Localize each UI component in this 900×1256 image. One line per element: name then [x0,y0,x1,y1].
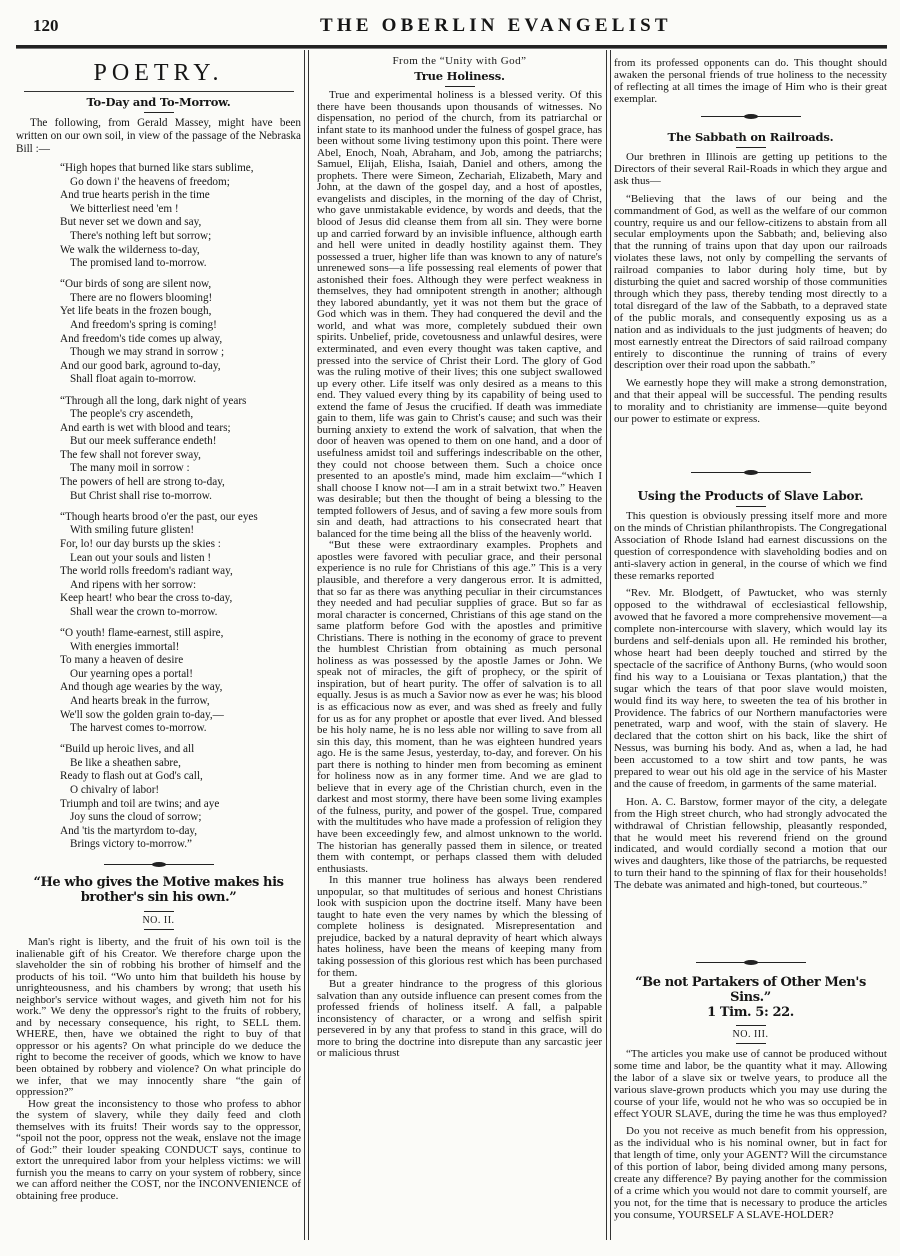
poem-line: Keep heart! who bear the cross to-day, [60,592,233,605]
paragraph: We earnestly hope they will make a strong demonstration, and that their appeal will be successful. The pending results to morality and to christianity are immense—quite beyond our power to estimate or express. [614,377,887,426]
slave-labor-article [614,472,887,898]
poem-stanza [16,395,301,504]
column-rule [304,50,309,1240]
poem-line: Ready to flash out at God's call, [60,770,203,783]
paragraph: from its professed opponents can do. This thought should awaken the personal friends of true holiness to the necessity of reflecting at all times the image of Him who is their great exemplar. [614,57,887,105]
section-title: POETRY. [93,60,224,86]
poem-line: There are no flowers blooming! [70,291,213,304]
poem-line: To many a heaven of desire [60,654,184,667]
poem-line: O chivalry of labor! [70,784,160,797]
poem-stanza [16,743,301,852]
divider [736,147,766,148]
poem-line: And freedom's spring is coming! [70,319,217,332]
article-title: “Be not Partakers of Other Men's Sins.” [635,975,866,1005]
column-rule [606,50,611,1240]
poem-stanza [16,162,301,271]
divider [144,911,174,912]
masthead-rule [16,45,887,49]
poem-line: Yet life beats in the frozen bough, [60,305,212,318]
paragraph: “Believing that the laws of our being and the commandment of God, as well as the welfare of our common country, require us and our fellow-citizens to abstain from all secular employments upon the Sabbath; and, believing also that the running of trains upon that day upon our railroads violates these laws, not only by compelling the servants of railroad companies to labor during holy time, but by disturbing the quiet and sacred worship of those communities through which they pass, thereby tending most directly to a total disregard of the law of the Sabbath, to a depraved state of the public morals, and consequently exposing us as a nation and as individuals to the just judgments of heaven; do most earnestly entreat the Directors of said railroad company entirely to discontinue the running of trains of every description over their road upon the sabbath.” [614,192,887,372]
poem-line: And our good bark, aground to-day, [60,359,221,372]
paragraph: True and experimental holiness is a blessed verity. Of this there have been thousands upon thousands of witnesses. No dispensation, no period of the church, from its patriarchal or infant state to its manhood under the fulness of gospel grace, has been without some living testimony upon this point. There were Abel, Enoch, Noah, Abraham, and Job, among the patriarchs; Samuel, Elijah, Elisha, Isaiah, Daniel and others, among the prophets. There were Simeon, Zechariah, Elizabeth, Mary and John, at the dawn of the gospel day, and a host of apostles, evangelists and disciples, in the morning of the day of Christ, who gave unmistakable evidence, by words and deeds, that the blood of Jesus did cleanse them from all sin. They were borne up and carried forward by an invisible influence, although earth and hell were united in deadly hostility against them. They possessed a truer, higher life than was known to any of nature's unrenewed sons—a life possessing real elements of power that astonished their foes. Although they were perfect weakness in themselves, they had omnipotent strength in another; although they labored abundantly, yet it was not them but the grace of God which was in them. They had conquered the devil and the world, and what was more, completely subdued their own spirits. Unbelief, pride, covetousness and unlawful desires, were exterminated, and even every thought was taken captive, and pressed into the service of Christ their Lord. The glory of God was the ruling motive of their lives; this one subject swallowed up every other. Life itself was only desired as a means to this end. They valued every thing by its capability of being used to extend the fame of Jesus the crucified. If death was immediate gain to them, life was gain to Christ's cause; and such was their burning anxiety to extend the work of salvation, that when the door of heaven was opened to them on one hand, and a door of usefulness amidst toil and sufferings indescribable on the other, they could not choose between them. Such a choice once presented to an apostle's mind, made him exclaim—“which I shall choose I know not—I am in a strait betwixt two.” Heaven was desirable; but then the thought of being a blessing to the tempted followers of Jesus, and of saving a few more souls from sin and death, had attractions to his consecrated heart that balanced for the time being all the bliss of the heavenly world. [317,89,602,540]
ornamental-separator [696,962,806,963]
poem-line: The people's cry ascendeth, [70,408,194,421]
divider [736,506,766,507]
poetry-section [16,60,301,860]
poem-line: Go down i' the heavens of freedom; [70,175,230,188]
poem-line: We'll sow the golden grain to-day,— [60,708,224,721]
poem-line: Our yearning opes a portal! [70,667,194,680]
poem-line: The harvest comes to-morrow. [70,722,207,735]
paragraph: Man's right is liberty, and the fruit of his own toil is the inalienable gift of his Creator. We therefore charge upon the slaveholder the sin of robbing his brother of himself and the products of his toil. “Wo unto him that buildeth his house by unrighteousness, and his chambers by wrong; that useth his neighbor's service without wages, and giveth him not for his work.” We deny the oppressor's right to the fruits of robbery, and by necessary consequence, his right, to SELL them. WHERE, then, have we obtained the right to buy of that oppressor or his agents? On what principle do we deduce the right to become the receiver of goods, which we know to have been obtained by robbery and violence? On what principle do we infer, that we may innocently share “the gain of oppression?” [16,936,301,1099]
article-body [614,1049,887,1222]
article-body [16,937,301,1203]
article-number: NO. III. [732,1029,769,1040]
poem-line: And 'tis the martyrdom to-day, [60,824,198,837]
page-number: 120 [33,16,59,35]
poem-line: But Christ shall rise to-morrow. [70,489,212,502]
article-body [614,152,887,426]
poem-line: “Build up heroic lives, and all [60,743,195,756]
poem-line: There's nothing left but sorrow; [70,229,212,242]
poem-line: “Through all the long, dark night of years [60,394,247,407]
poem [16,162,301,852]
poem-line: And earth is wet with blood and tears; [60,421,231,434]
article-body [614,511,887,892]
poem-line: Be like a sheathen sabre, [70,756,181,769]
poem-line: The many moil in sorrow : [70,462,190,475]
poem-line: And freedom's tide comes up alway, [60,332,223,345]
divider [736,1043,766,1044]
poem-line: “Our birds of song are silent now, [60,278,212,291]
poem-line: “Though hearts brood o'er the past, our eyes [60,510,258,523]
poem-line: The powers of hell are strong to-day, [60,476,225,489]
paragraph: But a greater hindrance to the progress of this glorious salvation than any outside influence can present comes from the professed friends of holiness itself. A fall, a palpable inconsistency of character, or a wrong and selfish spirit persevered in by any that profess to stand in this grace, will do more to bring the doctrine into disrepute than any sarcastic jeer or malicious thrust [317,978,602,1060]
poem-line: The world rolls freedom's radiant way, [60,565,233,578]
divider [144,112,174,113]
true-holiness-article [317,55,602,1060]
poem-title: To-Day and To-Morrow. [86,95,231,109]
article-title: “He who gives the Motive makes his brother's sin his own.” [33,875,284,905]
poem-intro: The following, from Gerald Massey, might have been written on our own soil, in view of the passage of the Nebraska Bill :— [16,117,301,155]
column-1 [16,52,301,1247]
poem-stanza [16,278,301,387]
poem-line: Joy suns the cloud of sorrow; [70,811,202,824]
poem-line: With smiling future glisten! [70,524,195,537]
poem-line: Though we may strand in sorrow ; [70,346,225,359]
article-title: The Sabbath on Railroads. [667,130,834,144]
paragraph: In this manner true holiness has always been rendered unpopular, so that multitudes of serious and honest Christians look with suspicion upon the doctrine itself. Many have been taught to hate even the very names by which the blessing of complete holiness is designated. Misrepresentation and prejudice, backed by a natural depravity of heart which always hates holiness, have been the means of keeping many from taking possession of this glorious rest which has been purchased for them. [317,874,602,979]
scripture-reference: 1 Tim. 5: 22. [707,1005,794,1020]
article-title: Using the Products of Slave Labor. [637,489,864,503]
poem-line: The few shall not forever sway, [60,448,201,461]
poem-line: For, lo! our day bursts up the skies : [60,537,221,550]
divider [24,91,294,92]
paragraph: Our brethren in Illinois are getting up petitions to the Directors of their several Rail-Roads in which they argue and ask thus— [614,151,887,187]
ornamental-separator [691,472,811,473]
poem-line: Brings victory to-morrow.” [70,838,193,851]
article-number: NO. II. [142,915,175,926]
poem-line: But our meek sufferance endeth! [70,435,217,448]
poem-line: Shall wear the crown to-morrow. [70,605,218,618]
paragraph: “But these were extraordinary examples. Prophets and apostles were favored with peculiar grace, and their personal experience is no rule for Christians of this age.” This is a very plausible, and therefore a very dangerous error. It is admitted, that so far as there was anything peculiar in their circumstances they needed and had peculiar supplies of grace. But so far as moral character is concerned, Christians of this age stand on the same platform before God with the apostles and primitive Christians. There is nothing in the economy of grace to prevent the humblest Christian from obtaining as much personal holiness as was possessed by the apostle James or John. We speak not of miracles, the gift of prophecy, or the spirit of inspiration, but of heart purity. The offer of salvation is to all equally. Jesus is as much a Savior now as ever he was; his blood is as efficacious now as ever, and was shed as freely and fully for us as for any prophet or apostle that ever lived. And blessed be his holy name, he is no less able nor willing to save from all sin this day, this moment, than he was eighteen hundred years ago. He is the same Jesus, yesterday, to-day, and forever. On his part there is nothing to hinder men from becoming as eminent for holiness now as in any former time. And we are glad to believe that in every age of the Christian church, even in the darkest and most stormy, there have been some living examples of the fulness, purity, and power of the gospel. True, compared with the multitudes who have made a profession of religion they have been exceedingly few, and almost unknown to the world. The historian has generally passed them in silence, or treated them with contempt, or perhaps classed them with deluded enthusiasts. [317,539,602,875]
paragraph: This question is obviously pressing itself more and more on the minds of Christian philanthropists. The Congregational Association of Rhode Island had earnest discussions on the question of correspondence with slaveholding bodies and on anti-slavery action in general, in the course of which we find these remarks reported [614,510,887,582]
paragraph: “Rev. Mr. Blodgett, of Pawtucket, who was sternly opposed to the withdrawal of ecclesiastical fellowship, avowed that he favored a more comprehensive movement—a complete non-intercourse with slavery, which would lay its burdens and self-denials upon all. He reminded his brother, whose heart had been deeply touched and stirred by the spectacle of the sacrifice of Anthony Burns, (who would soon find his way to a Louisiana or Texas plantation,) that the sugar which the tears of that poor slave would moisten, would find its way here, to sweeten the tea of his brother in Providence. The fabrics of our Northern manufactories were penetrated, warp and woof, with the stain of slavery. He declared that the cotton shirt on his back, like the shirt of Nessus, was burning his body. And as, when a lad, he had been accustomed to a tow shirt and tow pants, he was prepared to wear out his old age in the service of his Master and the cause of freedom, in garments of the same material. [614,587,887,790]
newspaper-masthead: THE OBERLIN EVANGELIST [320,15,672,36]
paragraph: “The articles you make use of cannot be produced without some time and labor, be the quantity what it may. Allowing the labor of a slave six or twelve years, to produce all the various slave-grown products which you may use during the course of your life, would not he who was so occupied be in effect YOUR SLAVE, during the time he was thus employed? [614,1048,887,1120]
poem-line: But never set we down and say, [60,216,202,229]
poem-line: We bitterliest need 'em ! [70,202,179,215]
holiness-continuation [614,58,887,112]
divider [445,86,475,87]
divider [144,929,174,930]
poem-stanza [16,511,301,620]
paragraph: Hon. A. C. Barstow, former mayor of the city, a delegate from the High street church, who had strongly advocated the withdrawal of Christian fellowship, pleasantly responded, that he would meet his reverend friend on the ground indicated, and would cordially second a motion that our wives and daughters, like those of the patriarchs, be requested to turn their hand to the spinning of flax for their households! The debate was animated and high-toned, but courteous.” [614,795,887,892]
poem-line: Lean out your souls and listen ! [70,551,212,564]
poem-line: “High hopes that burned like stars sublime, [60,162,254,174]
poem-line: And true hearts perish in the time [60,189,210,202]
poem-line: The promised land to-morrow. [70,257,207,270]
ornamental-separator [104,864,214,865]
poem-line: Shall float again to-morrow. [70,373,197,386]
paragraph: How great the inconsistency to those who profess to abhor the system of slavery, while they daily feed and cloth themselves with its fruits! Their words say to the oppressor, “spoil not the poor, oppress not the weak, enslave not the image of God:” their louder speaking CONDUCT says, continue to extort the unrequired labor from your helpless victims: we will furnish you the means to carry on your system of robbery, since we can afford neither the COST, nor the INCONVENIENCE of obtaining free produce. [16,1097,301,1203]
column-2 [317,52,602,1237]
sabbath-article [614,116,887,432]
poem-line: And hearts break in the furrow, [70,694,210,707]
partakers-article [614,962,887,1228]
ornamental-separator [701,116,801,117]
poem-line: We walk the wilderness to-day, [60,243,200,256]
article-title: True Holiness. [414,69,505,83]
column-3 [614,52,887,1237]
motive-article [16,864,301,1203]
poem-line: Triumph and toil are twins; and aye [60,797,220,810]
poem-line: And ripens with her sorrow: [70,578,197,591]
article-source: From the “Unity with God” [392,55,527,67]
poem-line: And though age wearies by the way, [60,681,223,694]
poem-stanza [16,627,301,736]
article-body [317,90,602,1060]
poem-line: With energies immortal! [70,640,180,653]
divider [736,1025,766,1026]
poem-line: “O youth! flame-earnest, still aspire, [60,627,224,639]
paragraph: Do you not receive as much benefit from his oppression, as the individual who is his nominal owner, but in fact for that length of time, only your AGENT? Will the circumstance of this portion of labor, being divided among many persons, create any difference? By paying another for the commission of a crime which you would not dare to commit yourself, are you not, for the time that is necessary to produce the articles you consume, YOURSELF A SLAVE-HOLDER? [614,1125,887,1221]
